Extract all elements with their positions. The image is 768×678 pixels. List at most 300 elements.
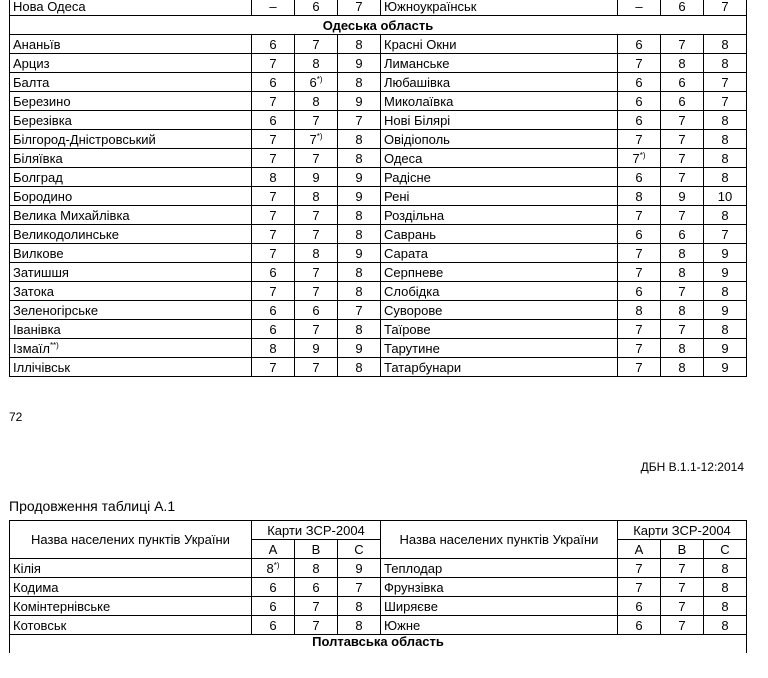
value-a-text: 6 <box>269 264 277 280</box>
value-c <box>338 111 381 130</box>
settlement-name <box>10 149 252 168</box>
settlement-name <box>10 35 252 54</box>
settlement-name-text: Радісне <box>384 169 431 185</box>
value-c-text: 8 <box>721 55 729 71</box>
value-b <box>295 225 338 244</box>
value-b-text: 7 <box>309 131 317 147</box>
value-a <box>252 282 295 301</box>
value-a <box>252 130 295 149</box>
settlement-name-text: Лиманське <box>384 55 450 71</box>
value-a-text: 6 <box>635 617 643 633</box>
value-c-text: 8 <box>355 321 363 337</box>
value-b-text: 8 <box>678 302 686 318</box>
table-row <box>10 578 747 597</box>
settlement-name-text: Слобідка <box>384 283 440 299</box>
value-c <box>704 168 747 187</box>
seismic-table-bottom <box>9 520 747 653</box>
settlement-name <box>381 339 618 358</box>
settlement-name <box>10 559 252 578</box>
settlement-name-text: Балта <box>13 74 50 90</box>
value-b-text: 8 <box>678 55 686 71</box>
value-b <box>295 301 338 320</box>
settlement-name-text: Одеса <box>384 150 423 166</box>
settlement-name <box>381 559 618 578</box>
value-a <box>618 73 661 92</box>
table-row <box>10 187 747 206</box>
value-b <box>295 206 338 225</box>
value-c <box>704 282 747 301</box>
value-b <box>295 111 338 130</box>
value-c <box>704 149 747 168</box>
value-a-text: 7 <box>269 245 277 261</box>
table-row <box>10 358 747 377</box>
settlement-name-text: Сарата <box>384 245 428 261</box>
value-a-text: 6 <box>635 283 643 299</box>
value-c-text: 8 <box>355 131 363 147</box>
settlement-name-text: Таїрове <box>384 321 431 337</box>
value-a <box>252 92 295 111</box>
value-b <box>661 559 704 578</box>
value-c-text: 9 <box>355 560 363 576</box>
value-b-text: 7 <box>678 617 686 633</box>
settlement-name-text: Арциз <box>13 55 50 71</box>
value-b-text: 7 <box>312 112 320 128</box>
header-map-b: B <box>295 540 338 559</box>
value-b-text: 7 <box>312 226 320 242</box>
value-b <box>661 73 704 92</box>
value-b <box>295 187 338 206</box>
value-c-text: 8 <box>355 36 363 52</box>
footnote-mark: *) <box>273 560 280 570</box>
value-a <box>252 54 295 73</box>
value-b <box>295 320 338 339</box>
value-c <box>704 301 747 320</box>
table-row <box>10 597 747 616</box>
value-b-text: 6 <box>678 226 686 242</box>
settlement-name-text: Березино <box>13 93 71 109</box>
settlement-name-text: Рені <box>384 188 410 204</box>
settlement-name-text: Комінтернівське <box>13 598 111 614</box>
value-b-text: 8 <box>678 245 686 261</box>
value-b <box>661 149 704 168</box>
table-row <box>10 225 747 244</box>
value-b-text: 7 <box>678 598 686 614</box>
value-c <box>704 35 747 54</box>
table-row <box>10 263 747 282</box>
value-a-text: 7 <box>269 359 277 375</box>
value-a-text: 6 <box>635 74 643 90</box>
value-c-text: 8 <box>721 617 729 633</box>
settlement-name <box>10 597 252 616</box>
value-b-text: 7 <box>678 169 686 185</box>
value-b <box>295 73 338 92</box>
settlement-name-text: Болград <box>13 169 63 185</box>
value-a-text: 6 <box>269 302 277 318</box>
value-b <box>295 578 338 597</box>
value-b-text: 6 <box>312 302 320 318</box>
settlement-name <box>381 149 618 168</box>
value-a <box>252 244 295 263</box>
settlement-name-text: Іллічівськ <box>13 359 71 375</box>
value-a-text: 8 <box>635 188 643 204</box>
value-c-text: 8 <box>721 150 729 166</box>
value-b <box>661 35 704 54</box>
value-b-text: 8 <box>312 245 320 261</box>
settlement-name-text: Миколаївка <box>384 93 454 109</box>
value-c-text: 9 <box>355 188 363 204</box>
value-c-text: 8 <box>721 112 729 128</box>
settlement-name <box>10 263 252 282</box>
value-b-text: 8 <box>312 93 320 109</box>
value-b <box>661 301 704 320</box>
value-a-text: 7 <box>635 131 643 147</box>
table-row <box>10 282 747 301</box>
value-b-text: 7 <box>312 150 320 166</box>
value-a-text: 8 <box>269 169 277 185</box>
header-map-c: C <box>338 540 381 559</box>
value-a: – <box>618 0 661 16</box>
value-a <box>618 149 661 168</box>
value-b-text: 7 <box>312 207 320 223</box>
value-b-text: 8 <box>678 359 686 375</box>
settlement-name: Нова Одеса <box>10 0 252 16</box>
value-c-text: 8 <box>355 226 363 242</box>
value-a <box>618 244 661 263</box>
value-a <box>618 559 661 578</box>
value-a <box>252 301 295 320</box>
header-maps: Карти ЗСР-2004 <box>252 521 381 540</box>
value-a <box>618 616 661 635</box>
value-b <box>295 244 338 263</box>
value-b: 6 <box>295 0 338 16</box>
value-b-text: 8 <box>312 55 320 71</box>
value-a-text: 6 <box>269 36 277 52</box>
value-b <box>661 187 704 206</box>
value-a-text: 7 <box>269 283 277 299</box>
value-a-text: 8 <box>635 302 643 318</box>
value-a-text: 6 <box>269 74 277 90</box>
table-row <box>10 168 747 187</box>
value-a <box>252 168 295 187</box>
settlement-name-text: Любашівка <box>384 74 451 90</box>
value-c-text: 8 <box>355 207 363 223</box>
table-row <box>10 149 747 168</box>
settlement-name <box>381 54 618 73</box>
value-c <box>338 301 381 320</box>
value-a <box>252 320 295 339</box>
settlement-name-text: Біляївка <box>13 150 63 166</box>
value-b-text: 6 <box>678 93 686 109</box>
value-c <box>338 54 381 73</box>
settlement-name-text: Саврань <box>384 226 437 242</box>
value-a-text: 7 <box>269 150 277 166</box>
settlement-name-text: Ананьїв <box>13 36 61 52</box>
value-c <box>338 206 381 225</box>
value-c: 7 <box>704 0 747 16</box>
value-b-text: 7 <box>312 283 320 299</box>
value-c-text: 10 <box>717 188 733 204</box>
value-b <box>661 320 704 339</box>
value-a: – <box>252 0 295 16</box>
value-c <box>338 282 381 301</box>
table-row <box>10 54 747 73</box>
value-c-text: 9 <box>355 169 363 185</box>
value-b-text: 7 <box>678 131 686 147</box>
value-b <box>295 358 338 377</box>
table-row <box>10 559 747 578</box>
value-c-text: 7 <box>721 93 729 109</box>
value-b-text: 8 <box>312 188 320 204</box>
value-a <box>252 225 295 244</box>
value-b-text: 7 <box>678 579 686 595</box>
value-b <box>661 225 704 244</box>
value-a-text: 7 <box>269 226 277 242</box>
value-b <box>295 92 338 111</box>
value-c <box>704 73 747 92</box>
value-a-text: 8 <box>266 560 274 576</box>
settlement-name <box>10 130 252 149</box>
value-c <box>704 339 747 358</box>
value-c <box>338 149 381 168</box>
value-b <box>661 130 704 149</box>
value-c-text: 8 <box>355 283 363 299</box>
table-row <box>10 244 747 263</box>
value-c-text: 7 <box>355 579 363 595</box>
value-c-text: 7 <box>355 302 363 318</box>
settlement-name <box>10 168 252 187</box>
value-c <box>704 616 747 635</box>
settlement-name: Южноукраїнськ <box>381 0 618 16</box>
seismic-table-top <box>9 0 747 377</box>
value-a-text: 6 <box>635 598 643 614</box>
settlement-name <box>381 35 618 54</box>
settlement-name <box>10 282 252 301</box>
value-c-text: 8 <box>721 560 729 576</box>
settlement-name <box>10 206 252 225</box>
value-b-text: 6 <box>309 74 317 90</box>
value-b-text: 9 <box>312 340 320 356</box>
value-a <box>618 187 661 206</box>
table-row <box>10 320 747 339</box>
settlement-name <box>381 282 618 301</box>
footnote-mark: *) <box>316 131 323 141</box>
value-a <box>618 225 661 244</box>
value-a-text: 7 <box>269 131 277 147</box>
settlement-name-text: Теплодар <box>384 560 443 576</box>
value-a-text: 6 <box>635 226 643 242</box>
value-c-text: 9 <box>721 340 729 356</box>
settlement-name-text: Тарутине <box>384 340 440 356</box>
value-a-text: 7 <box>635 55 643 71</box>
table-row <box>10 92 747 111</box>
value-a <box>618 578 661 597</box>
footnote-mark: *) <box>316 74 323 84</box>
settlement-name-text: Роздільна <box>384 207 445 223</box>
value-a-text: 6 <box>635 112 643 128</box>
value-b <box>295 168 338 187</box>
settlement-name <box>10 244 252 263</box>
value-c <box>338 358 381 377</box>
value-a <box>618 130 661 149</box>
value-c <box>338 168 381 187</box>
settlement-name <box>10 225 252 244</box>
value-a <box>618 111 661 130</box>
settlement-name-text: Ізмаїл <box>13 340 50 356</box>
value-c-text: 8 <box>721 207 729 223</box>
value-c <box>704 559 747 578</box>
value-a-text: 7 <box>269 55 277 71</box>
settlement-name <box>381 244 618 263</box>
value-a <box>618 35 661 54</box>
value-b-text: 7 <box>312 36 320 52</box>
settlement-name <box>10 111 252 130</box>
settlement-name <box>10 92 252 111</box>
value-a-text: 7 <box>635 321 643 337</box>
settlement-name-text: Велика Михайлівка <box>13 207 130 223</box>
value-c <box>338 35 381 54</box>
value-c-text: 8 <box>721 283 729 299</box>
value-b <box>661 244 704 263</box>
value-b-text: 7 <box>678 36 686 52</box>
settlement-name <box>10 301 252 320</box>
value-b <box>295 35 338 54</box>
value-c <box>338 339 381 358</box>
value-c <box>704 187 747 206</box>
header-map-b: B <box>661 540 704 559</box>
value-c <box>704 320 747 339</box>
settlement-name <box>381 187 618 206</box>
value-c <box>338 187 381 206</box>
value-b-text: 7 <box>312 598 320 614</box>
settlement-name <box>381 168 618 187</box>
value-a-text: 6 <box>269 112 277 128</box>
settlement-name <box>381 358 618 377</box>
value-a-text: 7 <box>635 359 643 375</box>
value-a-text: 7 <box>635 245 643 261</box>
value-c-text: 9 <box>721 264 729 280</box>
value-a <box>618 263 661 282</box>
settlement-name-text: Нові Біляpі <box>384 112 451 128</box>
settlement-name-text: Кілія <box>13 560 41 576</box>
value-a <box>252 559 295 578</box>
value-c-text: 8 <box>721 579 729 595</box>
value-b <box>295 559 338 578</box>
settlement-name <box>381 206 618 225</box>
settlement-name-text: Овідіополь <box>384 131 450 147</box>
settlement-name <box>10 339 252 358</box>
value-c <box>338 244 381 263</box>
settlement-name-text: Іванівка <box>13 321 61 337</box>
value-b: 6 <box>661 0 704 16</box>
value-b <box>661 54 704 73</box>
header-map-a: A <box>618 540 661 559</box>
table-row <box>10 301 747 320</box>
value-b <box>661 282 704 301</box>
value-c-text: 9 <box>355 340 363 356</box>
value-b <box>661 92 704 111</box>
value-c <box>704 206 747 225</box>
value-c-text: 8 <box>355 617 363 633</box>
value-a-text: 6 <box>269 617 277 633</box>
value-b-text: 7 <box>678 112 686 128</box>
value-a-text: 6 <box>269 579 277 595</box>
value-a <box>618 301 661 320</box>
value-a-text: 7 <box>635 207 643 223</box>
value-c <box>704 578 747 597</box>
value-b <box>661 263 704 282</box>
region-title: Одеська область <box>10 16 747 35</box>
value-b <box>295 339 338 358</box>
value-a <box>618 320 661 339</box>
value-c <box>704 111 747 130</box>
table-row <box>10 616 747 635</box>
value-c <box>704 263 747 282</box>
value-c-text: 8 <box>355 74 363 90</box>
value-c <box>704 92 747 111</box>
value-a <box>252 578 295 597</box>
settlement-name <box>381 301 618 320</box>
settlement-name <box>10 73 252 92</box>
value-c: 7 <box>338 0 381 16</box>
settlement-name-text: Зеленогірське <box>13 302 99 318</box>
value-b <box>661 168 704 187</box>
settlement-name-text: Южне <box>384 617 421 633</box>
value-c <box>338 320 381 339</box>
value-a <box>618 206 661 225</box>
value-c-text: 8 <box>721 169 729 185</box>
settlement-name-text: Бородино <box>13 188 73 204</box>
value-a-text: 8 <box>269 340 277 356</box>
value-a <box>618 54 661 73</box>
value-b-text: 8 <box>678 264 686 280</box>
value-b-text: 7 <box>678 560 686 576</box>
value-c <box>338 578 381 597</box>
value-a-text: 6 <box>635 169 643 185</box>
settlement-name-text: Великодолинське <box>13 226 119 242</box>
region-row <box>10 635 747 654</box>
settlement-name-text: Кодима <box>13 579 59 595</box>
settlement-name <box>381 92 618 111</box>
settlement-name <box>10 616 252 635</box>
value-a <box>618 282 661 301</box>
value-c <box>338 616 381 635</box>
value-a-text: 7 <box>635 579 643 595</box>
table-row <box>10 111 747 130</box>
settlement-name-text: Котовськ <box>13 617 67 633</box>
header-settlement-name: Назва населених пунктів України <box>381 521 618 559</box>
table-row <box>10 206 747 225</box>
settlement-name-text: Затишшя <box>13 264 69 280</box>
settlement-name-text: Красні Окни <box>384 36 457 52</box>
value-c <box>704 54 747 73</box>
value-a-text: 6 <box>635 93 643 109</box>
value-a <box>252 187 295 206</box>
value-a-text: 6 <box>269 598 277 614</box>
value-b <box>295 263 338 282</box>
value-a-text: 7 <box>269 207 277 223</box>
header-settlement-name: Назва населених пунктів України <box>10 521 252 559</box>
value-c <box>704 244 747 263</box>
settlement-name <box>381 616 618 635</box>
value-b <box>295 149 338 168</box>
value-b-text: 6 <box>678 74 686 90</box>
value-c-text: 7 <box>721 226 729 242</box>
value-a-text: 7 <box>632 150 640 166</box>
value-c <box>338 92 381 111</box>
value-b <box>661 358 704 377</box>
header-maps: Карти ЗСР-2004 <box>618 521 747 540</box>
table-row <box>10 130 747 149</box>
